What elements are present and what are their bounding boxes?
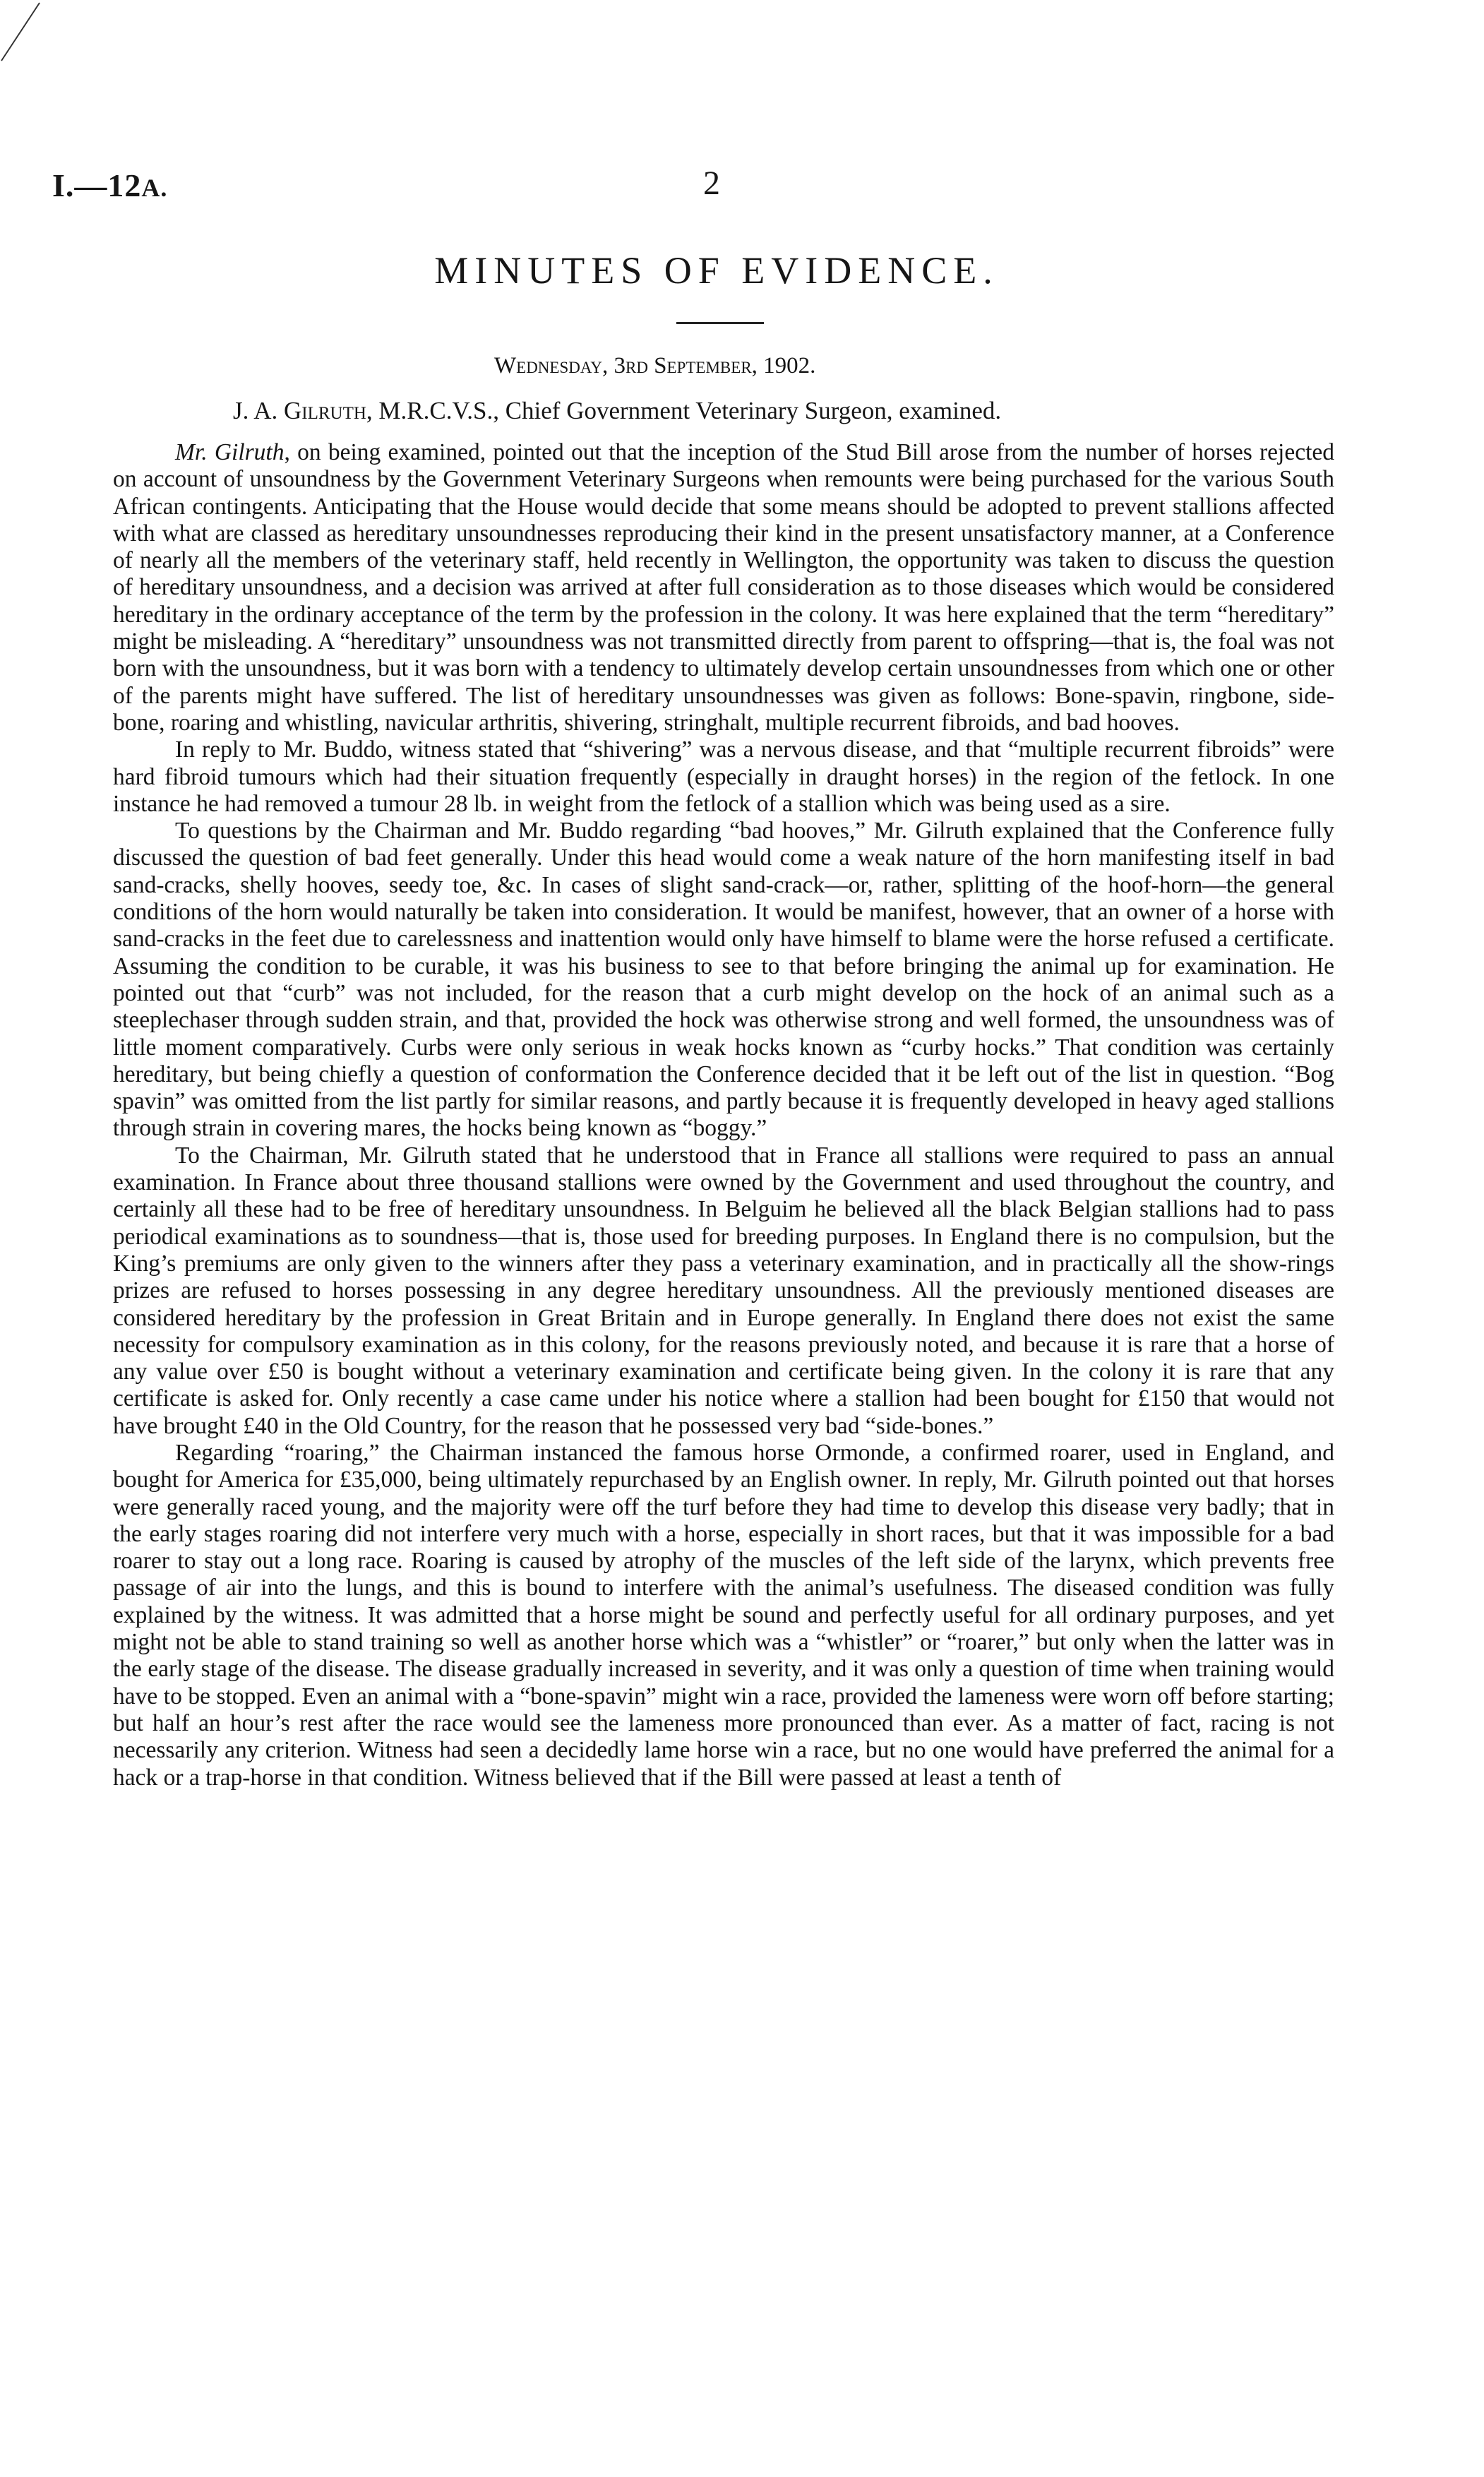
session-date	[494, 353, 815, 379]
title-rule	[676, 322, 764, 324]
witness-surname: Gilruth	[283, 397, 366, 424]
page-number: 2	[703, 165, 720, 202]
document-reference	[52, 167, 167, 204]
document-reference-main: I.—12	[52, 167, 142, 203]
session-date-day: Wednesday	[494, 353, 602, 378]
evidence-paragraph	[113, 818, 1334, 1142]
witness-heading	[233, 397, 1001, 425]
document-reference-suffix: A.	[141, 174, 168, 202]
paragraph-text: Regarding “roaring,” the Chairman instanced the famous horse Ormonde, a confirmed roarer, used in England, and bought for America for £35,000, being ultimately repurchased by an English owner. In reply, Mr. Gilruth pointed out that horses were generally raced young, and the majority were off the turf before they had time to develop this disease very badly; that in the early stages roaring did not interfere very much with a horse, especially in short races, but that it was impossible for a bad roarer to stay out a long race. Roaring is caused by atrophy of the muscles of the left side of the larynx, which prevents free passage of air into the lungs, and this is bound to interfere with the animal’s usefulness. The diseased condition was fully explained by the witness. It was admitted that a horse might be sound and perfectly useful for all ordinary purposes, and yet might not be able to stand training so well as another horse which was a “whistler” or “roarer,” but only when the latter was in the early stage of the disease. The disease gradually increased in severity, and it was only a question of time when training would have to be stopped. Even an animal with a “bone-spavin” might win a race, provided the lameness were worn off before starting; but half an hour’s rest after the race would see the lameness more pronounced than ever. As a matter of fact, racing is not necessarily any criterion. Witness had seen a decidedly lame horse win a race, but no one would have preferred the animal for a hack or a trap-horse in that condition. Witness believed that if the Bill were passed at least a tenth of	[113, 1439, 1334, 1791]
evidence-paragraph	[113, 1440, 1334, 1791]
paragraph-text: To questions by the Chairman and Mr. Buddo regarding “bad hooves,” Mr. Gilruth explained that the Conference fully discussed the question of bad feet generally. Under this head would come a weak nature of the horn manifesting itself in bad sand-cracks, shelly hooves, seedy toe, &c. In cases of slight sand-crack—or, rather, splitting of the hoof-horn—the general conditions of the horn would naturally be taken into consideration. It would be manifest, however, that an owner of a horse with sand-cracks in the feet due to carelessness and inattention would only have himself to blame were the horse refused a certificate. Assuming the condition to be curable, it was his business to see to that before bringing the animal up for examination. He pointed out that “curb” was not included, for the reason that a curb might develop on the hock of an animal such as a steeplechaser through sudden strain, and that, provided the hock was otherwise strong and well formed, the unsoundness was of little moment comparatively. Curbs were only serious in weak hocks known as “curby hocks.” That condition was certainly hereditary, but being chiefly a question of conformation the Conference decided that it be left out of the list in question. “Bog spavin” was omitted from the list partly for similar reasons, and partly because it is frequently developed in heavy aged stallions through strain in covering mares, the hocks being known as “boggy.”	[113, 818, 1334, 1142]
paragraph-text: To the Chairman, Mr. Gilruth stated that he understood that in France all stallions were required to pass an annual examination. In France about three thousand stallions were owned by the Government and used throughout the country, and certainly all these had to be free of hereditary unsoundness. In Belguim he believed all the black Belgian stallions had to pass periodical examinations as to soundness—that is, those used for breeding purposes. In England there is no compulsion, but the King’s premiums are only given to the winners after they pass a veterinary examination, and in practically all the show-rings prizes are refused to horses possessing in any degree hereditary unsoundness. All the previously mentioned diseases are considered hereditary by the profession in Great Britain and in Europe generally. In England there does not exist the same necessity for compulsory examination as in this colony, for the reasons previously noted, and because it is rare that a horse of any value over £50 is bought without a veterinary examination and certificate being given. In the colony it is rare that any certificate is asked for. Only recently a case came under his notice where a stallion had been bought for £150 that would not have brought £40 in the Old Country, for the reason that he possessed very bad “side-bones.”	[113, 1142, 1334, 1439]
evidence-paragraph	[113, 736, 1334, 818]
evidence-paragraph	[113, 1142, 1334, 1440]
evidence-paragraph	[113, 439, 1334, 736]
evidence-body	[113, 439, 1334, 1791]
paragraph-text: , on being examined, pointed out that the inception of the Stud Bill arose from the number of horses rejected on account of unsoundness by the Government Veterinary Surgeons when remounts were being purchased for the various South African contingents. Anticipating that the House would decide that some means should be adopted to prevent stallions affected with what are classed as hereditary unsoundnesses reproducing their kind in the present unsatisfactory manner, at a Conference of nearly all the members of the veterinary staff, held recently in Wellington, the opportunity was taken to discuss the question of hereditary unsoundness, and a decision was arrived at after full consideration as to those diseases which would be considered hereditary in the ordinary acceptance of the term by the profession in the colony. It was here explained that the term “hereditary” might be misleading. A “hereditary” unsoundness was not transmitted directly from parent to offspring—that is, the foal was not born with the unsoundness, but it was born with a tendency to ultimately develop certain unsoundnesses from which one or other of the parents might have suffered. The list of hereditary unsoundnesses was given as follows: Bone-spavin, ringbone, side-bone, roaring and whistling, navicular arthritis, shivering, stringhalt, multiple recurrent fibroids, and bad hooves.	[113, 439, 1334, 736]
witness-initials: J. A.	[233, 397, 278, 424]
witness-qualifications: , M.R.C.V.S., Chief Government Veterinary Surgeon, examined.	[366, 397, 1002, 424]
page-corner-mark	[0, 0, 42, 64]
paragraph-text: In reply to Mr. Buddo, witness stated that “shivering” was a nervous disease, and that “multiple recurrent fibroids” were hard fibroid tumours which had their situation frequently (especially in draught horses) in the region of the fetlock. In one instance he had removed a tumour 28 lb. in weight from the fetlock of a stallion which was being used as a sire.	[113, 736, 1334, 817]
page-title: MINUTES OF EVIDENCE.	[434, 249, 999, 292]
speaker-name: Mr. Gilruth	[175, 439, 285, 465]
session-date-rest: , 3rd September, 1902.	[602, 353, 816, 378]
